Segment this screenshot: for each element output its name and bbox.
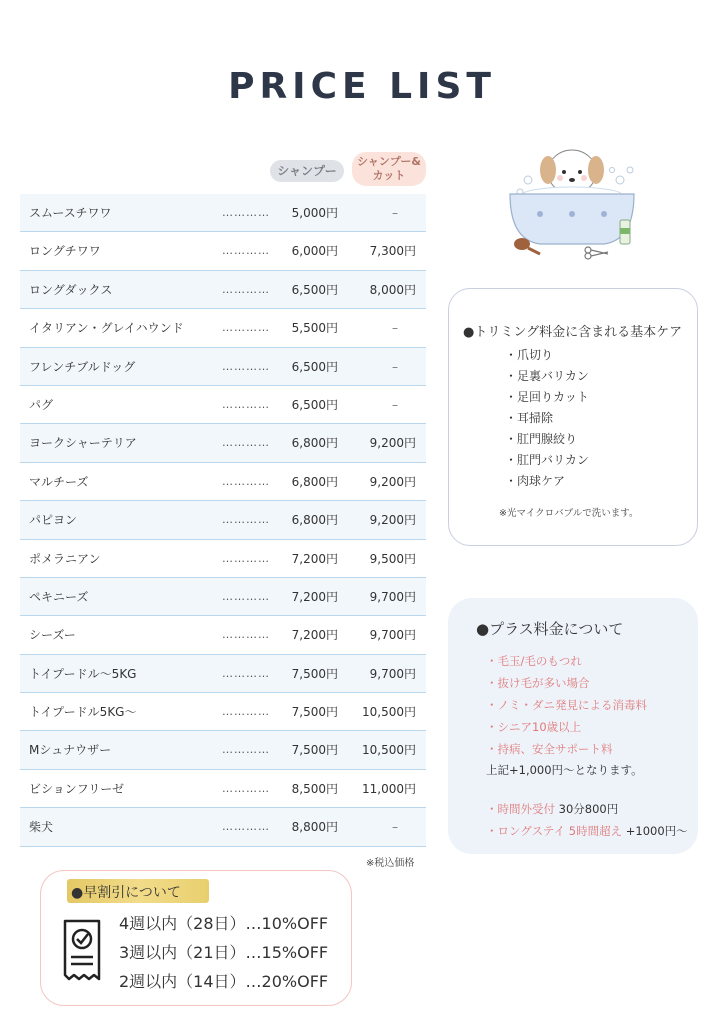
table-row <box>20 616 426 654</box>
basic-care-item: ・足裏バリカン <box>505 369 589 383</box>
leader-dots: ………… <box>222 282 270 296</box>
basic-care-item: ・肛門バリカン <box>505 453 589 467</box>
leader-dots: ………… <box>222 781 270 795</box>
tax-note: ※税込価格 <box>366 858 415 869</box>
plus-fee-item: ・毛玉/毛のもつれ <box>486 654 582 668</box>
shampoo-cut-price: 9,200円 <box>369 436 416 451</box>
long-stay-label: ・ロングステイ 5時間超え <box>486 824 623 838</box>
leader-dots: ………… <box>222 397 270 411</box>
table-row <box>20 731 426 769</box>
leader-dots: ………… <box>222 244 270 258</box>
early-discount-row: 2週以内（14日）…20%OFF <box>119 972 329 991</box>
shampoo-cut-price: 9,700円 <box>369 666 416 681</box>
breed-name: パグ <box>29 397 54 412</box>
breed-name: トイプードル5KG〜 <box>29 705 137 720</box>
table-row <box>20 655 426 693</box>
dog-bath-illustration <box>500 140 640 260</box>
basic-care-heading: ●トリミング料金に含まれる基本ケア <box>463 325 683 340</box>
breed-name: スムースチワワ <box>29 206 112 220</box>
table-row <box>20 309 426 347</box>
plus-fee-item: ・持病、安全サポート料 <box>486 742 613 756</box>
shampoo-price: 7,200円 <box>291 551 338 566</box>
shampoo-cut-price: – <box>392 321 398 336</box>
basic-care-item: ・爪切り <box>505 348 554 362</box>
early-discount-row: 4週以内（28日）…10%OFF <box>119 914 329 933</box>
leader-dots: ………… <box>222 820 270 834</box>
shampoo-price: 6,500円 <box>291 397 338 412</box>
basic-care-note: ※光マイクロバブルで洗います。 <box>499 508 639 519</box>
long-stay-price: +1000円〜 <box>622 824 688 838</box>
leader-dots: ………… <box>222 359 270 373</box>
plus-fee-summary: 上記+1,000円〜となります。 <box>486 763 643 777</box>
basic-care-item: ・肉球ケア <box>505 474 566 488</box>
table-row <box>20 540 426 578</box>
shampoo-price: 5,500円 <box>291 321 338 336</box>
shampoo-price: 6,500円 <box>291 282 338 297</box>
basic-care-item: ・肛門腺絞り <box>505 432 578 446</box>
table-row <box>20 424 426 462</box>
breed-name: Mシュナウザー <box>29 743 112 758</box>
early-discount-heading: ●早割引について <box>71 885 181 901</box>
long-stay-line <box>486 820 688 842</box>
leader-dots: ………… <box>222 551 270 565</box>
shampoo-price: 8,800円 <box>291 820 338 835</box>
plus-fee-extra <box>486 798 688 842</box>
leader-dots: ………… <box>222 666 270 680</box>
column-header-shampoo-cut-line2: カット <box>372 169 406 182</box>
shampoo-price: 8,500円 <box>291 781 338 796</box>
leader-dots: ………… <box>222 705 270 719</box>
shampoo-price: 7,500円 <box>291 666 338 681</box>
plus-fee-item: ・抜け毛が多い場合 <box>486 676 590 690</box>
shampoo-cut-price: 9,700円 <box>369 628 416 643</box>
column-header-shampoo: シャンプー <box>270 160 344 182</box>
leader-dots: ………… <box>222 589 270 603</box>
after-hours-price: 30分800円 <box>555 802 619 816</box>
shampoo-cut-price: 9,200円 <box>369 513 416 528</box>
breed-name: トイプードル〜5KG <box>29 666 137 681</box>
table-row <box>20 348 426 386</box>
table-row <box>20 386 426 424</box>
shampoo-price: 6,800円 <box>291 436 338 451</box>
shampoo-cut-price: 10,500円 <box>362 743 416 758</box>
basic-care-item: ・足回りカット <box>505 390 589 404</box>
leader-dots: ………… <box>222 206 270 219</box>
early-discount-banner <box>67 879 209 903</box>
column-header-shampoo-cut-line1: シャンプー& <box>356 155 422 168</box>
shampoo-price: 6,500円 <box>291 359 338 374</box>
breed-name: 柴犬 <box>29 820 54 835</box>
table-row <box>20 194 426 232</box>
breed-name: イタリアン・グレイハウンド <box>29 321 184 336</box>
breed-name: マルチーズ <box>29 474 89 489</box>
leader-dots: ………… <box>222 743 270 757</box>
breed-name: シーズー <box>29 628 76 643</box>
price-table <box>20 194 426 847</box>
shampoo-cut-price: 9,700円 <box>369 589 416 604</box>
table-row <box>20 578 426 616</box>
shampoo-cut-price: 7,300円 <box>369 244 416 259</box>
plus-fee-heading: ●プラス料金について <box>476 620 624 638</box>
table-row <box>20 463 426 501</box>
shampoo-price: 5,000円 <box>291 206 338 220</box>
plus-fee-item: ・ノミ・ダニ発見による消毒料 <box>486 698 647 712</box>
shampoo-cut-price: 11,000円 <box>362 781 416 796</box>
plus-fee-box <box>448 598 698 854</box>
leader-dots: ………… <box>222 436 270 450</box>
column-header-shampoo-cut <box>352 152 426 186</box>
leader-dots: ………… <box>222 513 270 527</box>
leader-dots: ………… <box>222 321 270 335</box>
early-discount-rows <box>119 909 328 996</box>
shampoo-price: 6,800円 <box>291 513 338 528</box>
breed-name: ロングダックス <box>29 282 113 297</box>
plus-fee-item: ・シニア10歳以上 <box>486 720 582 734</box>
page-title: PRICE LIST <box>228 66 496 107</box>
breed-name: ヨークシャーテリア <box>29 436 137 451</box>
shampoo-cut-price: – <box>392 820 398 835</box>
breed-name: パピヨン <box>29 513 78 528</box>
receipt-check-icon <box>61 919 103 983</box>
breed-name: ポメラニアン <box>29 551 101 566</box>
breed-name: ペキニーズ <box>29 589 89 604</box>
shampoo-price: 7,200円 <box>291 628 338 643</box>
shampoo-cut-price: 8,000円 <box>369 282 416 297</box>
table-row <box>20 501 426 539</box>
shampoo-cut-price: 9,500円 <box>369 551 416 566</box>
table-row <box>20 232 426 270</box>
shampoo-cut-price: – <box>392 206 398 220</box>
shampoo-price: 6,800円 <box>291 474 338 489</box>
early-discount-row: 3週以内（21日）…15%OFF <box>119 943 329 962</box>
after-hours-line <box>486 798 688 820</box>
shampoo-cut-price: – <box>392 397 398 412</box>
basic-care-list <box>505 345 589 492</box>
breed-name: ビションフリーゼ <box>29 781 125 796</box>
shampoo-price: 7,500円 <box>291 743 338 758</box>
shampoo-price: 7,500円 <box>291 705 338 720</box>
basic-care-item: ・耳掃除 <box>505 411 554 425</box>
shampoo-price: 7,200円 <box>291 589 338 604</box>
shampoo-cut-price: 9,200円 <box>369 474 416 489</box>
leader-dots: ………… <box>222 628 270 642</box>
after-hours-label: ・時間外受付 <box>486 802 555 816</box>
breed-name: ロングチワワ <box>29 244 101 259</box>
table-row <box>20 693 426 731</box>
shampoo-cut-price: 10,500円 <box>362 705 416 720</box>
basic-care-box <box>448 288 698 546</box>
shampoo-price: 6,000円 <box>291 244 338 259</box>
table-row <box>20 770 426 808</box>
plus-fee-list <box>486 650 647 760</box>
shampoo-cut-price: – <box>392 359 398 374</box>
breed-name: フレンチブルドッグ <box>29 359 136 374</box>
table-row <box>20 808 426 846</box>
leader-dots: ………… <box>222 474 270 488</box>
table-row <box>20 271 426 309</box>
early-discount-box <box>40 870 352 1006</box>
